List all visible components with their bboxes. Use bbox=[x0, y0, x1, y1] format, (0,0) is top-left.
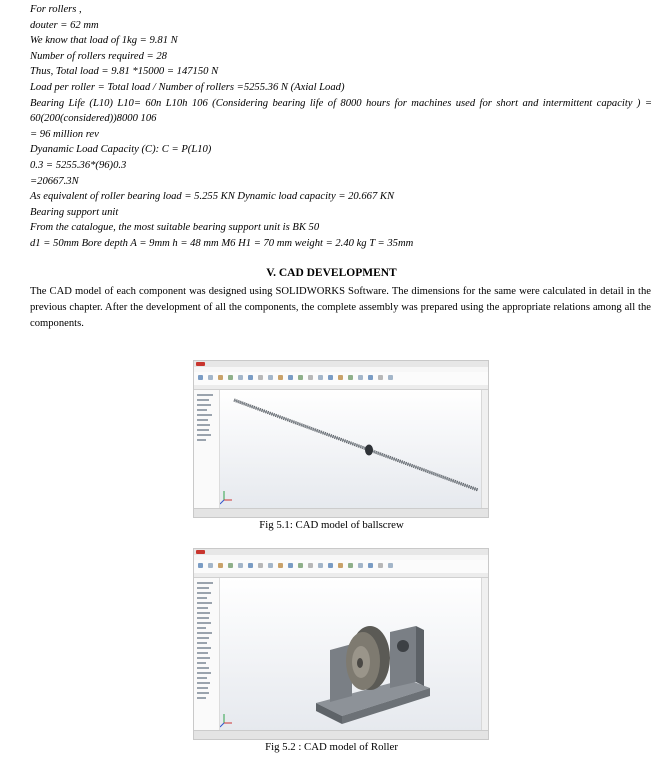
tool-icon bbox=[298, 375, 303, 380]
tool-icon bbox=[338, 563, 343, 568]
tool-icon bbox=[278, 563, 283, 568]
figure-caption: Fig 5.2 : CAD model of Roller bbox=[265, 741, 398, 753]
calc-line: For rollers , bbox=[30, 4, 82, 15]
graphics-viewport bbox=[220, 578, 482, 731]
calc-line: As equivalent of roller bearing load = 5.255 KN Dynamic load capacity = 20.667 KN bbox=[30, 191, 395, 203]
tool-icon bbox=[238, 563, 243, 568]
figure-roller-screenshot bbox=[193, 548, 489, 740]
task-pane bbox=[481, 390, 488, 509]
solidworks-logo-icon bbox=[196, 550, 205, 554]
calc-line: Bearing support unit bbox=[30, 206, 119, 218]
calc-line: d1 = 50mm Bore depth A = 9mm h = 48 mm M6 H1 = 70 mm weight = 2.40 kg T = 35mm bbox=[30, 237, 414, 249]
calc-line: = 96 million rev bbox=[30, 128, 99, 140]
calc-line: Dyanamic Load Capacity (C): C = P(L10) bbox=[30, 144, 212, 156]
tool-icon bbox=[258, 375, 263, 380]
ball-nut bbox=[365, 445, 373, 456]
tool-icon bbox=[268, 563, 273, 568]
calc-line: We know that load of 1kg = 9.81 N bbox=[30, 35, 178, 47]
tool-icon bbox=[308, 563, 313, 568]
command-ribbon bbox=[194, 372, 488, 386]
tool-icon bbox=[228, 375, 233, 380]
tool-icon bbox=[218, 375, 223, 380]
figure-caption: Fig 5.1: CAD model of ballscrew bbox=[259, 519, 404, 531]
tool-icon bbox=[258, 563, 263, 568]
roller-model bbox=[220, 578, 482, 731]
calc-line: Load per roller = Total load / Number of rollers =5255.36 N (Axial Load) bbox=[30, 81, 345, 93]
graphics-viewport bbox=[220, 390, 482, 509]
tool-icon bbox=[348, 375, 353, 380]
tool-icon bbox=[208, 563, 213, 568]
tool-icon bbox=[278, 375, 283, 380]
tool-icon bbox=[358, 563, 363, 568]
tool-icon bbox=[338, 375, 343, 380]
calc-line: douter = 62 mm bbox=[30, 19, 99, 31]
tool-icon bbox=[288, 563, 293, 568]
tool-icon bbox=[308, 375, 313, 380]
tool-icon bbox=[288, 375, 293, 380]
triad-icon bbox=[220, 714, 232, 727]
ballscrew-model bbox=[220, 390, 482, 509]
calc-line: Thus, Total load = 9.81 *15000 = 147150 N bbox=[30, 66, 219, 78]
tool-icon bbox=[228, 563, 233, 568]
calc-line: From the catalogue, the most suitable bearing support unit is BK 50 bbox=[30, 222, 320, 234]
tool-icon bbox=[218, 563, 223, 568]
tool-icon bbox=[368, 375, 373, 380]
tool-icon bbox=[198, 375, 203, 380]
tool-icon bbox=[378, 563, 383, 568]
tool-icon bbox=[328, 563, 333, 568]
tool-icon bbox=[348, 563, 353, 568]
tool-icon bbox=[248, 563, 253, 568]
tool-icon bbox=[208, 375, 213, 380]
tool-icon bbox=[328, 375, 333, 380]
figure-ballscrew-screenshot bbox=[193, 360, 489, 518]
status-bar bbox=[194, 730, 488, 739]
tool-icon bbox=[318, 563, 323, 568]
screw-core bbox=[234, 400, 478, 490]
tool-icon bbox=[378, 375, 383, 380]
status-bar bbox=[194, 508, 488, 517]
section-heading: V. CAD DEVELOPMENT bbox=[266, 267, 397, 279]
solidworks-logo-icon bbox=[196, 362, 205, 366]
calc-line: 0.3 = 5255.36*(96)0.3 bbox=[30, 159, 127, 171]
tool-icon bbox=[388, 375, 393, 380]
calc-line: Number of rollers required = 28 bbox=[30, 50, 167, 62]
tool-icon bbox=[388, 563, 393, 568]
feature-tree bbox=[194, 578, 220, 731]
calc-line: =20667.3N bbox=[30, 175, 79, 187]
tool-icon bbox=[298, 563, 303, 568]
tool-icon bbox=[238, 375, 243, 380]
feature-tree bbox=[194, 390, 220, 509]
roller-wheel bbox=[346, 626, 390, 690]
calc-line: Bearing Life (L10) L10= 60n L10h 106 (Considering bearing life of 8000 hours for machines used for short and intermittent capacity ) = 60(200(considered))8000 106 bbox=[30, 97, 652, 125]
calculation-block bbox=[30, 2, 652, 252]
tool-icon bbox=[268, 375, 273, 380]
tool-icon bbox=[198, 563, 203, 568]
section-paragraph: The CAD model of each component was designed using SOLIDWORKS Software. The dimensions for the same were calculated in detail in the previous chapter. After the development of all the components, the complete assembly was prepared using the appropriate relations among all the components. bbox=[30, 286, 651, 329]
tool-icon bbox=[248, 375, 253, 380]
tool-icon bbox=[368, 563, 373, 568]
tool-icon bbox=[318, 375, 323, 380]
triad-icon bbox=[220, 491, 232, 504]
tool-icon bbox=[358, 375, 363, 380]
command-ribbon bbox=[194, 560, 488, 574]
task-pane bbox=[481, 578, 488, 731]
